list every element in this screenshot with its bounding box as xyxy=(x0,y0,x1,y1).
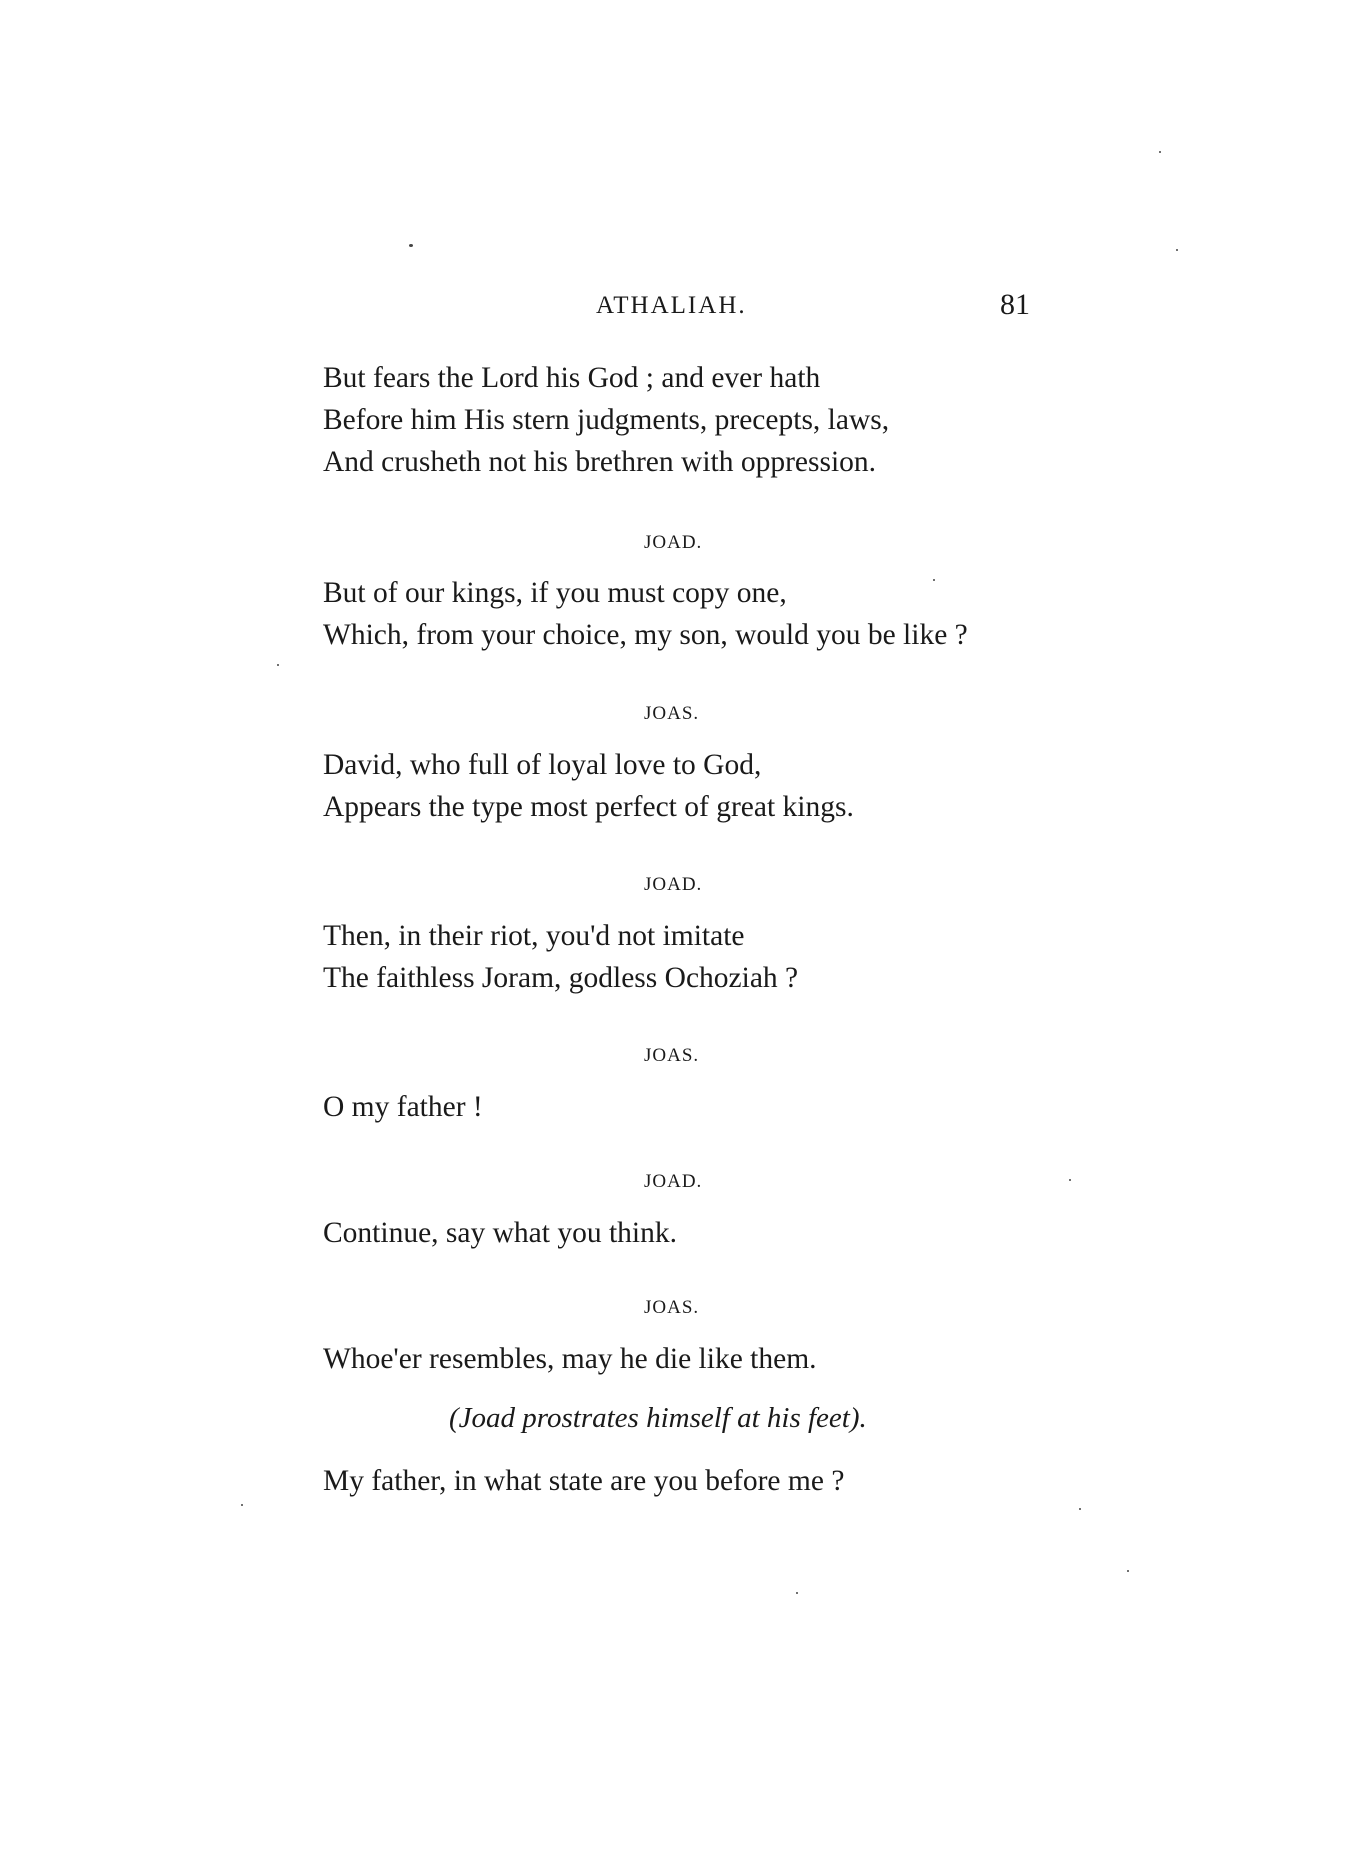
verse-line: Which, from your choice, my son, would you be like ? xyxy=(323,619,968,651)
verse-line: The faithless Joram, godless Ochoziah ? xyxy=(323,962,799,994)
verse-line: Continue, say what you think. xyxy=(323,1217,677,1249)
speaker-name: JOAD. xyxy=(644,532,703,553)
running-head xyxy=(0,288,1368,332)
paper-speck xyxy=(409,244,413,247)
verse-line: My father, in what state are you before me ? xyxy=(323,1465,845,1497)
paper-speck xyxy=(1079,1508,1081,1510)
paper-speck xyxy=(241,1504,243,1506)
paper-speck xyxy=(1069,1179,1071,1181)
verse-line: O my father ! xyxy=(323,1091,483,1123)
verse-line: And crusheth not his brethren with oppression. xyxy=(323,446,877,478)
page-number: 81 xyxy=(1000,288,1030,321)
verse-line: Whoe'er resembles, may he die like them. xyxy=(323,1343,817,1375)
speaker-name: JOAS. xyxy=(644,1045,700,1066)
paper-speck xyxy=(1159,151,1161,153)
speaker-name: JOAD. xyxy=(644,1171,703,1192)
paper-speck xyxy=(277,664,279,666)
verse-line: But of our kings, if you must copy one, xyxy=(323,577,787,609)
verse-line: Before him His stern judgments, precepts, laws, xyxy=(323,404,890,436)
verse-line: Then, in their riot, you'd not imitate xyxy=(323,920,745,952)
verse-line: David, who full of loyal love to God, xyxy=(323,749,762,781)
speaker-name: JOAS. xyxy=(644,1297,700,1318)
paper-speck xyxy=(1176,249,1178,251)
running-title: ATHALIAH. xyxy=(596,292,747,319)
verse-line: But fears the Lord his God ; and ever hath xyxy=(323,362,821,394)
paper-speck xyxy=(796,1592,798,1594)
stage-direction: (Joad prostrates himself at his feet). xyxy=(449,1402,867,1434)
verse-line: Appears the type most perfect of great kings. xyxy=(323,791,854,823)
paper-speck xyxy=(933,579,935,581)
speaker-name: JOAS. xyxy=(644,703,700,724)
speaker-name: JOAD. xyxy=(644,874,703,895)
paper-speck xyxy=(1127,1570,1129,1572)
